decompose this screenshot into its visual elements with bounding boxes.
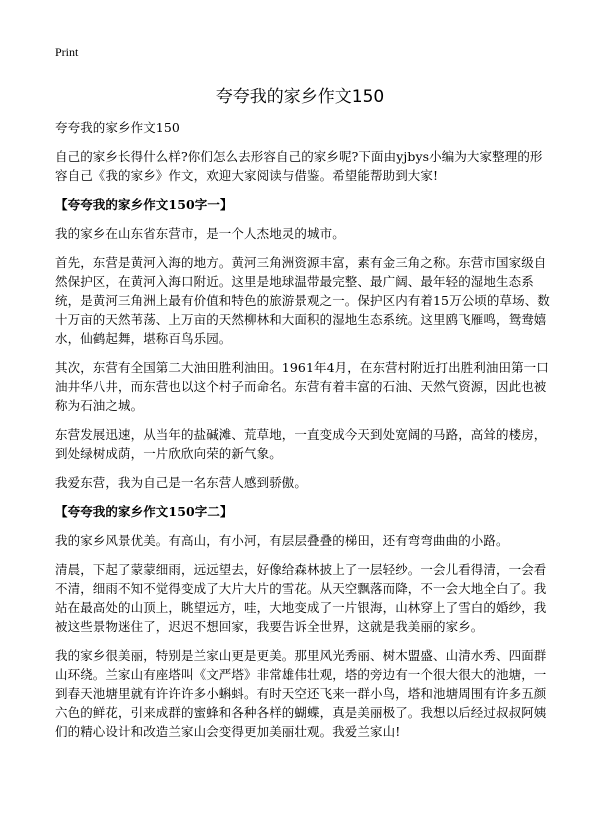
article-subtitle: 夸夸我的家乡作文150: [55, 120, 180, 135]
paragraph: 首先，东营是黄河入海的地方。黄河三角洲资源丰富，素有金三角之称。东营市国家级自然保护区，在黄河入海口附近。这里是地球温带最完整、最广阔、最年轻的湿地生态系统，是黄河三角洲上最有价值和特色的旅游景观之一。保护区内有着15万公顷的草场、数十万亩的天然苇荡、上万亩的天然柳林和大面积的湿地生态系统。这里鸥飞雁鸣，鸳鸯嬉水，仙鹤起舞，堪称百鸟乐园。: [55, 255, 550, 346]
section-heading-2: 【夸夸我的家乡作文150字二】: [55, 504, 233, 519]
paragraph: 其次，东营有全国第二大油田胜利油田。1961年4月，在东营村附近打出胜利油田第一口油井华八井，而东营也以这个村子而命名。东营有着丰富的石油、天然气资源，因此也被称为石油之城。: [55, 360, 549, 413]
intro-paragraph: 自己的家乡长得什么样?你们怎么去形容自己的家乡呢?下面由yjbys小编为大家整理的形容自己《我的家乡》作文，欢迎大家阅读与借鉴。希望能帮助到大家!: [55, 149, 543, 183]
paragraph: 东营发展迅速，从当年的盐碱滩、荒草地，一直变成今天到处宽阔的马路，高耸的楼房，到处绿树成荫，一片欣欣向荣的新气象。: [55, 427, 547, 461]
page-title: 夸夸我的家乡作文150: [215, 87, 385, 107]
paragraph: 我爱东营，我为自己是一名东营人感到骄傲。: [55, 475, 308, 490]
section-heading-1: 【夸夸我的家乡作文150字一】: [55, 197, 233, 212]
print-link[interactable]: Print: [55, 45, 79, 59]
article-body: [55, 118, 553, 751]
paragraph: 我的家乡风景优美。有高山，有小河，有层层叠叠的梯田，还有弯弯曲曲的小路。: [55, 533, 509, 548]
paragraph: 我的家乡很美丽，特别是兰家山更是更美。那里风光秀丽、树木盟盛、山清水秀、四面群山环绕。兰家山有座塔叫《文严塔》非常雄伟壮观，塔的旁边有一个很大很大的池塘，一到春天池塘里就有许许许多小蝌蚪。有时天空还飞来一群小鸟，塔和池塘周围有许多五颜六色的鲜花，引来成群的蜜蜂和各种各样的蝴蝶，真是美丽极了。我想以后经过叔叔阿姨们的精心设计和改造兰家山会变得更加美丽壮观。我爱兰家山!: [55, 648, 547, 739]
paragraph: 我的家乡在山东省东营市，是一个人杰地灵的城市。: [55, 226, 345, 241]
paragraph: 清晨，下起了蒙蒙细雨，远远望去，好像给森林披上了一层轻纱。一会儿看得清，一会看不清，细雨不知不觉得变成了大片大片的雪花。从天空飘落而降，不一会大地全白了。我站在最高处的山顶上，眺望远方，哇，大地变成了一片银海，山林穿上了雪白的婚纱，我被这些景物迷住了，迟迟不想回家，我要告诉全世界，这就是我美丽的家乡。: [55, 562, 547, 634]
